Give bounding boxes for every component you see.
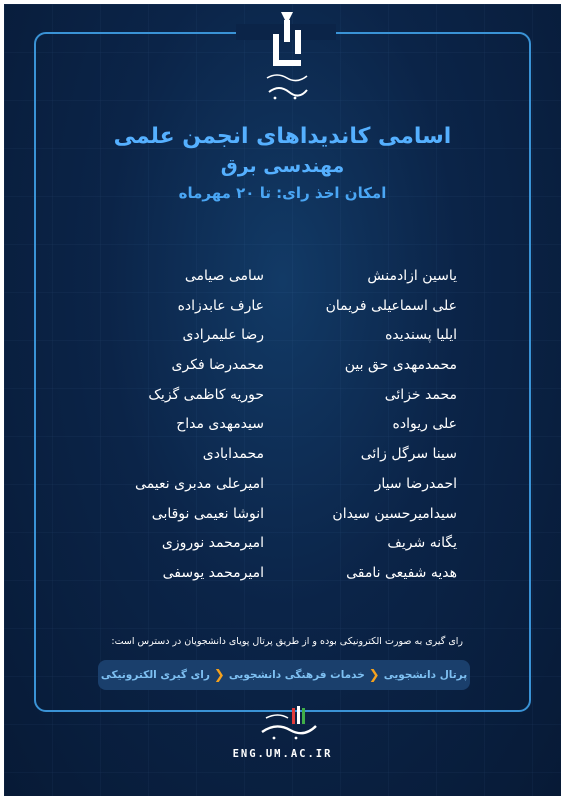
candidate-name: حوریه کاظمی گزیک	[148, 386, 264, 403]
candidate-name: محمدمهدی حق بین	[344, 357, 457, 374]
candidate-name: یگانه شریف	[387, 535, 457, 552]
candidate-name: علی اسماعیلی فریمان	[325, 297, 457, 314]
candidate-column-right	[283, 262, 473, 589]
candidate-name: انوشا نعیمی نوقابی	[151, 505, 264, 522]
title-candidates: اسامی کاندیداهای انجمن علمی	[113, 124, 452, 149]
path-step-student-portal: پرتال دانشجویی	[383, 669, 468, 681]
candidate-name: امیرعلی مدبری نعیمی	[135, 475, 264, 492]
candidate-name: یاسین ازادمنش	[367, 268, 457, 284]
university-calligraphy-icon	[265, 68, 309, 104]
path-step-cultural-services: خدمات فرهنگی دانشجویی	[228, 669, 365, 681]
candidate-name: عارف عابدزاده	[177, 297, 264, 314]
poster	[4, 4, 561, 796]
candidate-name: محمدابادی	[202, 446, 264, 463]
title-major: مهندسی برق	[220, 155, 345, 177]
candidate-name: رضا علیمرادی	[182, 327, 264, 344]
candidate-name: علی ریواده	[392, 416, 457, 433]
arrow-left-icon: ❮	[213, 667, 225, 683]
candidate-name: سیدمهدی مداح	[176, 416, 264, 433]
path-step-electronic-voting: رای گیری الکترونیکی	[100, 669, 210, 681]
voting-path-bar	[98, 660, 470, 690]
candidate-name: سیدامیرحسین سیدان	[332, 505, 457, 522]
candidate-name: سینا سرگل زائی	[360, 446, 457, 463]
candidate-name: محمدرضا فکری	[171, 357, 264, 374]
engineering-faculty-logo-icon	[256, 702, 320, 742]
candidate-list	[100, 262, 473, 592]
arrow-left-icon: ❮	[368, 667, 380, 683]
candidate-column-left	[100, 262, 290, 589]
university-logo	[266, 10, 308, 110]
title-block	[4, 122, 561, 206]
candidate-name: ایلیا پسندیده	[385, 327, 457, 344]
voting-note: رای گیری به صورت الکترونیکی بوده و از طریق پرتال پویای دانشجویان در دسترس است:	[111, 636, 463, 647]
engineering-faculty-logo	[256, 702, 320, 742]
candidate-name: سامی صیامی	[184, 268, 264, 284]
candidate-name: محمد خزائی	[384, 386, 457, 403]
title-deadline: امکان اخذ رای: تا ۲۰ مهرماه	[178, 184, 387, 202]
faculty-website-url: ENG.UM.AC.IR	[232, 748, 333, 760]
candidate-name: امیرمحمد یوسفی	[162, 564, 264, 581]
candidate-name: هدیه شفیعی نامقی	[346, 564, 457, 581]
ferdowsi-university-emblem-icon	[267, 10, 307, 68]
candidate-name: امیرمحمد نوروزی	[161, 535, 264, 552]
candidate-name: احمدرضا سیار	[374, 475, 457, 492]
